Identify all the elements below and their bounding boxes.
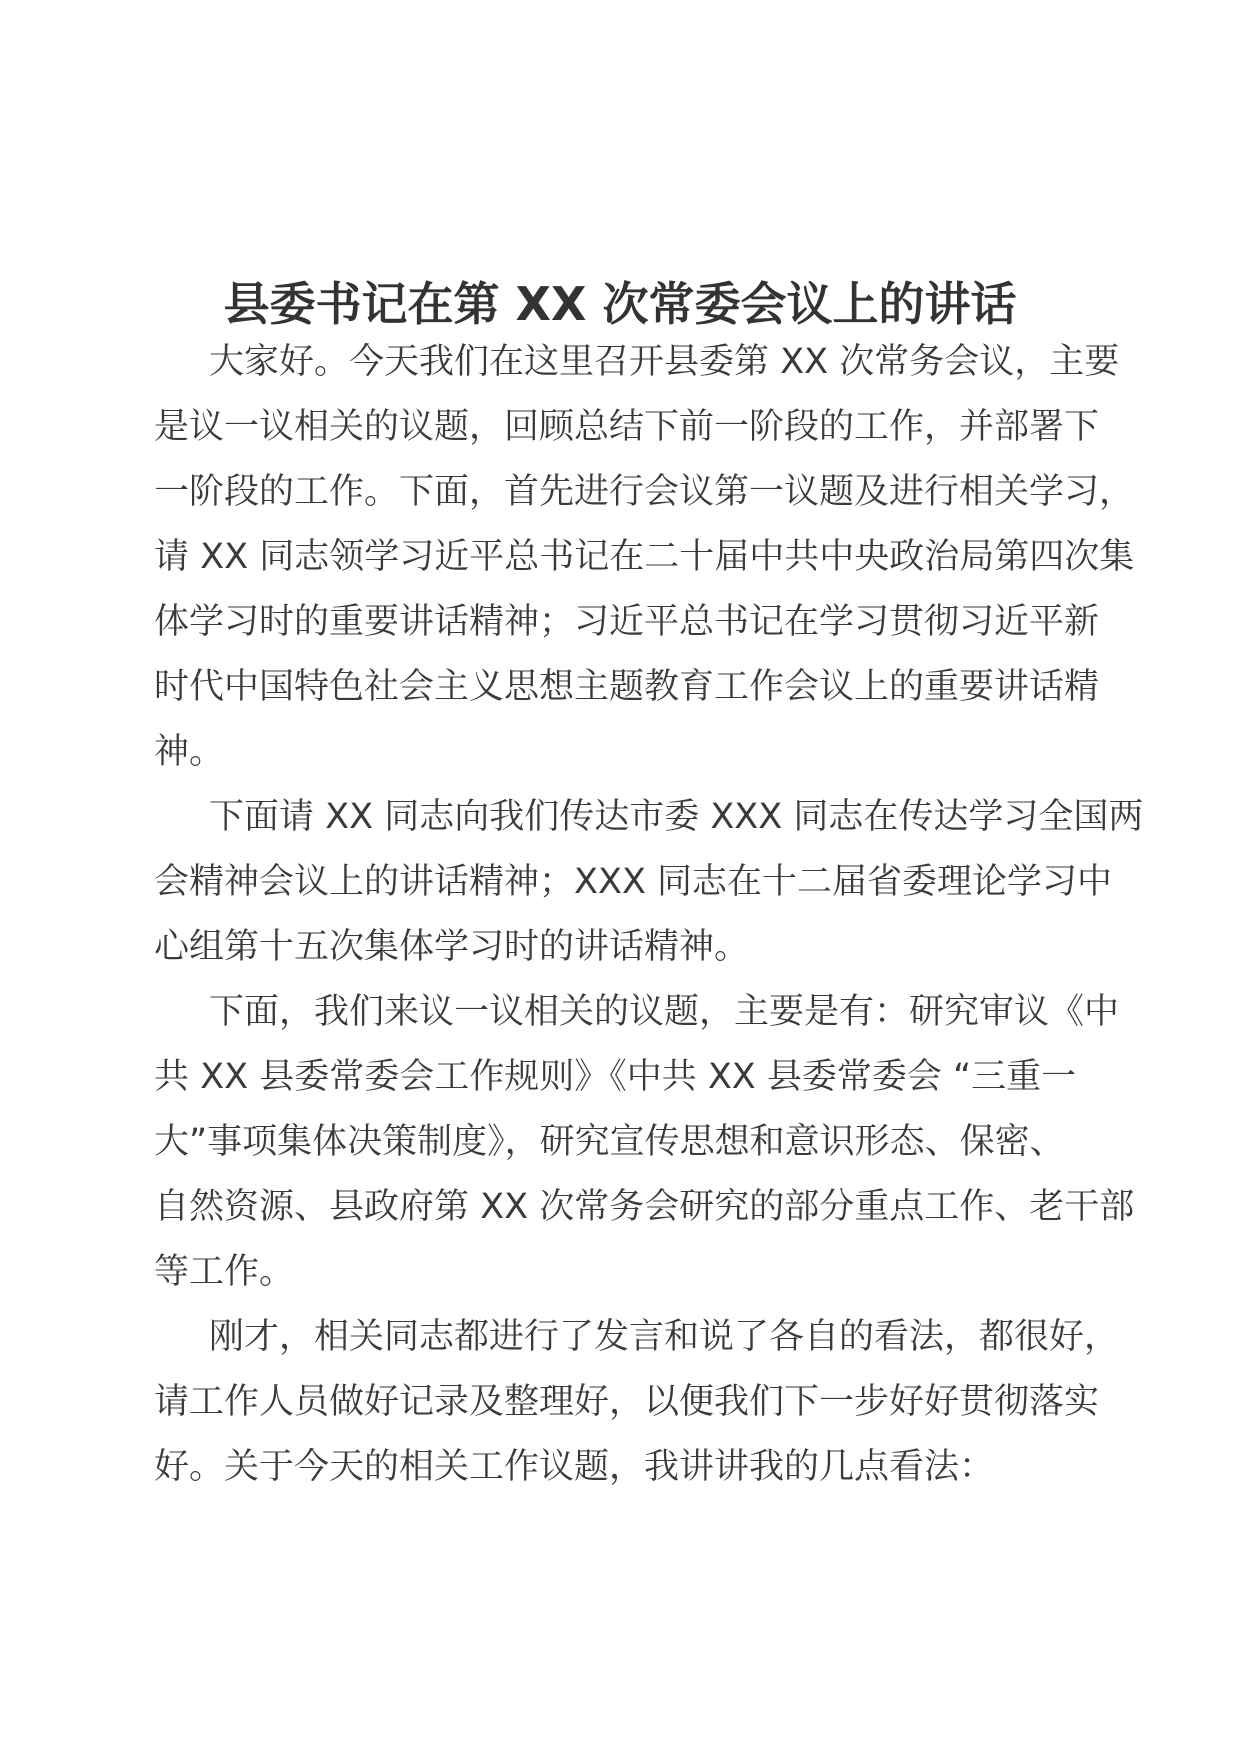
paragraph-3 — [154, 980, 1135, 1305]
paragraph-line: 时代中国特色社会主义思想主题教育工作会议上的重要讲话精 — [154, 667, 1100, 707]
paragraph-line: 大”事项集体决策制度》，研究宣传思想和意识形态、保密、 — [154, 1122, 1065, 1162]
paragraph-line: 自然资源、县政府第 XX 次常务会研究的部分重点工作、老干部 — [154, 1187, 1135, 1227]
paragraph-line: 神。 — [154, 732, 225, 772]
paragraph-line: 是议一议相关的议题，回顾总结下前一阶段的工作，并部署下 — [154, 407, 1100, 447]
paragraph-4 — [154, 1305, 1120, 1500]
document-body — [154, 330, 1144, 1500]
paragraph-2 — [154, 785, 1144, 980]
paragraph-line: 好。关于今天的相关工作议题，我讲讲我的几点看法： — [154, 1447, 995, 1487]
paragraph-line: 体学习时的重要讲话精神；习近平总书记在学习贯彻习近平新 — [154, 602, 1100, 642]
paragraph-line: 心组第十五次集体学习时的讲话精神。 — [154, 927, 750, 967]
paragraph-line: 请工作人员做好记录及整理好，以便我们下一步好好贯彻落实 — [154, 1382, 1100, 1422]
paragraph-line: 会精神会议上的讲话精神；XXX 同志在十二届省委理论学习中 — [154, 862, 1113, 902]
paragraph-line: 共 XX 县委常委会工作规则》《中共 XX 县委常委会 “三重一 — [154, 1057, 1077, 1097]
paragraph-line: 下面，我们来议一议相关的议题，主要是有：研究审议《中 — [209, 992, 1120, 1032]
paragraph-line: 刚才，相关同志都进行了发言和说了各自的看法，都很好， — [209, 1317, 1120, 1357]
paragraph-line: 等工作。 — [154, 1252, 295, 1292]
paragraph-line: 请 XX 同志领学习近平总书记在二十届中共中央政治局第四次集 — [154, 537, 1135, 577]
paragraph-line: 下面请 XX 同志向我们传达市委 XXX 同志在传达学习全国两 — [209, 797, 1144, 837]
paragraph-1 — [154, 330, 1135, 785]
paragraph-line: 一阶段的工作。下面，首先进行会议第一议题及进行相关学习， — [154, 472, 1135, 512]
document-title: 县委书记在第 XX 次常委会议上的讲话 — [223, 276, 1017, 331]
paragraph-line: 大家好。今天我们在这里召开县委第 XX 次常务会议，主要 — [209, 342, 1120, 382]
